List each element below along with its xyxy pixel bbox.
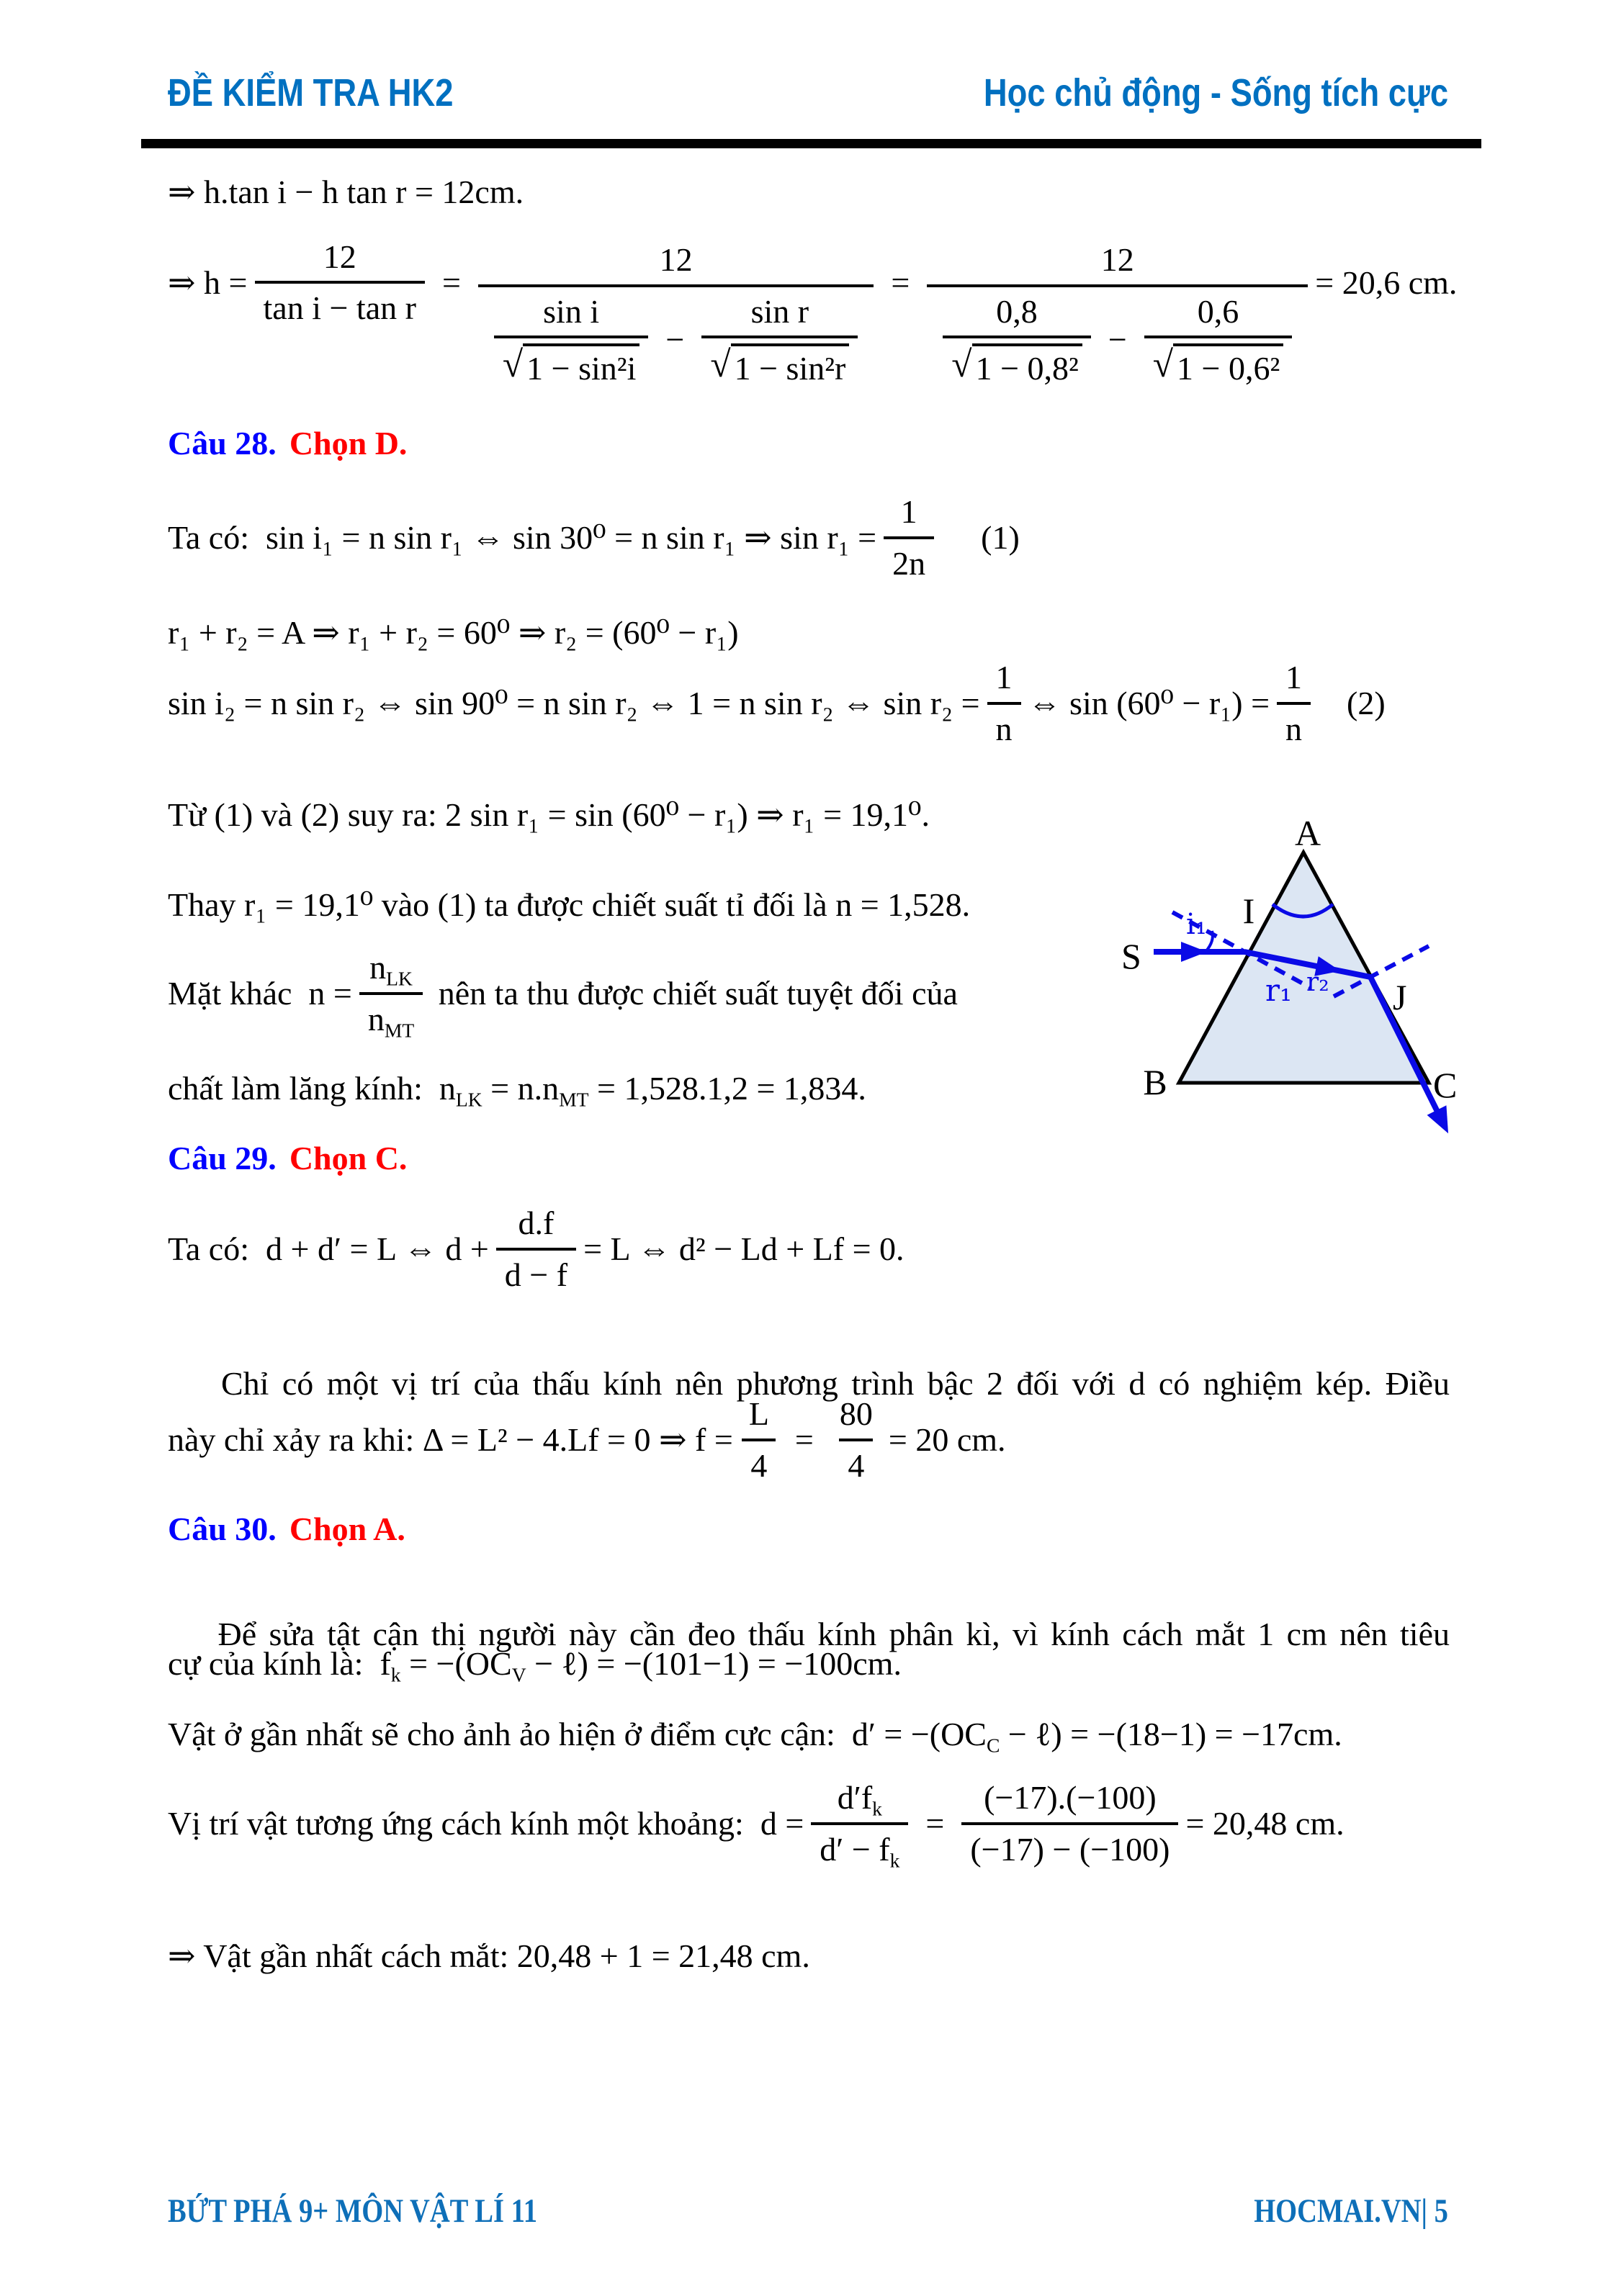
header-rule: [141, 139, 1481, 148]
sqrt-expression: √ 1 − 0,8²: [951, 343, 1082, 390]
fraction: $\frac{L}{4}$: [740, 1393, 778, 1486]
answer-28-heading: [168, 423, 407, 464]
formula-relative-index: Mặt khác n = $\frac{n_{LK}}{n_{MT}}$ nên ta thu được chiết suất tuyệt đối của: [168, 947, 958, 1040]
footer-left-title: BỨT PHÁ 9+ MÔN VẬT LÍ 11: [168, 2192, 538, 2230]
radical-sign: √: [502, 344, 524, 385]
formula-snell-second-face: sin i₂ = n sin r₂ ⇔ sin 90⁰ = n sin r₂ ⇔ 1 = n sin r₂ ⇔ sin r₂ = $\frac{1}{n}$ ⇔ sin (60⁰ − r₁) = $\frac{1}{n}$ (2): [168, 657, 1386, 749]
equals-sign: =: [441, 264, 461, 301]
fraction: $\frac{80}{4}$: [831, 1393, 881, 1486]
text-single-position: Chỉ có một vị trí của thấu kính nên phương trình bậc 2 đối với d có nghiệm kép. Điều: [220, 1364, 1450, 1402]
equals-sign: =: [794, 1421, 814, 1458]
exit-ray-arrowhead: [1427, 1105, 1458, 1138]
footer-right-page: HOCMAI.VN| 5: [1254, 2192, 1448, 2230]
point-label-i: I: [1242, 891, 1255, 931]
fraction: sin r √ 1 − sin²r: [701, 291, 858, 390]
radical-sign: √: [951, 344, 972, 385]
text-substitute-r1: Thay r₁ = 19,1⁰ vào (1) ta được chiết suất tỉ đối là n = 1,528.: [168, 886, 971, 923]
page-footer: [168, 2190, 1448, 2233]
fraction: $\frac{(-17).(-100)}{(-17) - (-100)}$: [961, 1777, 1178, 1870]
radical-sign: √: [1152, 344, 1174, 385]
minus-sign: −: [665, 321, 685, 359]
formula-absolute-index: chất làm lăng kính: $n_{LK} = n.n_{MT} = 1,528.1,2 = 1,834$.: [168, 1070, 866, 1111]
minus-sign: −: [1108, 321, 1127, 359]
fraction: $\frac{d'f_k}{d' - f_k}$: [811, 1777, 908, 1870]
chosen-answer: Chọn D.: [289, 425, 408, 462]
text-myopia-intro: Để sửa tật cận thị người này cần đeo thấu kính phân kì, vì kính cách mắt 1 cm nên tiêu: [217, 1615, 1450, 1652]
vertex-label-a: A: [1294, 815, 1321, 853]
angle-label-i1: i₁: [1186, 908, 1207, 941]
fraction: 0,6 √ 1 − 0,6²: [1144, 291, 1293, 390]
formula-object-distance: Vị trí vật tương ứng cách kính một khoảng: d = $\frac{d'f_k}{d' - f_k}$ = $\frac{(-17).(-100)}{(-17) - (-100)}$ = 20,48 cm.: [168, 1777, 1345, 1870]
header-left-title: ĐỀ KIỂM TRA HK2: [168, 71, 454, 114]
formula-final-distance: ⇒ Vật gần nhất cách mắt: 20,48 + 1 = 21,48 cm.: [168, 1937, 810, 1974]
chosen-answer: Chọn C.: [289, 1140, 408, 1176]
formula-snell-first-face: Ta có: sin i₁ = n sin r₁ ⇔ sin 30⁰ = n sin r₁ ⇒ sin r₁ = $\frac{1}{2n}$ (1): [168, 491, 1020, 584]
page-header: [168, 69, 1448, 118]
question-number: Câu 30.: [168, 1511, 277, 1547]
fraction: $\frac{1}{2n}$: [884, 491, 934, 584]
fraction: 0,8 √ 1 − 0,8²: [943, 291, 1091, 390]
formula-lens-distance: Ta có: d + d′ = L ⇔ d + $\frac{d.f}{d - f}$ = L ⇔ d² − Ld + Lf = 0.: [168, 1202, 904, 1295]
point-label-j: J: [1393, 977, 1407, 1017]
formula-tan-relation: ⇒ h.tan i − h tan r = 12cm.: [168, 174, 524, 210]
chosen-answer: Chọn A.: [289, 1511, 405, 1547]
equals-sign: =: [925, 1804, 945, 1842]
sqrt-expression: √ 1 − sin²r: [710, 343, 849, 390]
radical-sign: √: [710, 344, 731, 385]
fraction: 12 sin i √ 1 − sin²i − sin r √ 1 − sin²r: [478, 239, 874, 390]
fraction: 12 0,8 √ 1 − 0,8² − 0,6 √ 1 − 0,6²: [927, 239, 1308, 390]
formula-near-image: Vật ở gần nhất sẽ cho ảnh ảo hiện ở điểm cực cận: $d' = -(OC_C$ − ℓ) = −(18−1) = −17cm.: [168, 1716, 1342, 1757]
sqrt-expression: √ 1 − sin²i: [503, 343, 639, 390]
fraction: $\frac{1}{n}$: [1277, 657, 1311, 749]
fraction: sin i √ 1 − sin²i: [494, 291, 648, 390]
fraction: $\frac{n_{LK}}{n_{MT}}$: [359, 947, 423, 1040]
fraction: $\frac{d.f}{d - f}$: [496, 1202, 576, 1295]
angle-label-r2: r₂: [1306, 968, 1329, 997]
question-number: Câu 29.: [168, 1140, 277, 1176]
answer-29-heading: [168, 1138, 407, 1179]
header-right-motto: Học chủ động - Sống tích cực: [983, 71, 1448, 114]
vertex-label-b: B: [1143, 1062, 1167, 1102]
incident-ray-arrowhead: [1181, 942, 1207, 962]
formula-discriminant: này chỉ xảy ra khi: Δ = L² − 4.Lf = 0 ⇒ f = $\frac{L}{4}$ = $\frac{80}{4}$ = 20 cm.: [168, 1393, 1006, 1486]
fraction: $\frac{12}{\text{tan i − tan r}}$: [255, 236, 425, 329]
prism-diagram: [1118, 815, 1489, 1161]
fraction: $\frac{1}{n}$: [987, 657, 1021, 749]
sqrt-expression: √ 1 − 0,6²: [1153, 343, 1284, 390]
formula-angle-sum: r₁ + r₂ = A ⇒ r₁ + r₂ = 60⁰ ⇒ r₂ = (60⁰ − r₁): [168, 614, 739, 651]
formula-height-solution: ⇒ h = $\frac{12}{\text{tan i − tan r}}$ = 12 sin i √ 1 − sin²i − sin r √ 1 − sin²r = 12 0,8 √ 1 − 0,8² − 0,6 √ 1 − 0,6² = 20,6 cm.: [168, 207, 1457, 358]
formula-focal-length: cự của kính là: $f_k = -(OC_V$ − ℓ) = −(101−1) = −100cm.: [168, 1645, 902, 1686]
angle-label-r1: r₁: [1265, 973, 1292, 1008]
equals-sign: =: [891, 264, 910, 301]
equation-number: (1): [981, 518, 1020, 556]
vertex-label-c: C: [1433, 1065, 1458, 1105]
formula-combined: Từ (1) và (2) suy ra: 2 sin r₁ = sin (60⁰ − r₁) ⇒ r₁ = 19,1⁰.: [168, 796, 930, 833]
equation-number: (2): [1347, 684, 1386, 721]
source-label-s: S: [1121, 936, 1141, 976]
question-number: Câu 28.: [168, 425, 277, 462]
answer-30-heading: [168, 1508, 405, 1550]
